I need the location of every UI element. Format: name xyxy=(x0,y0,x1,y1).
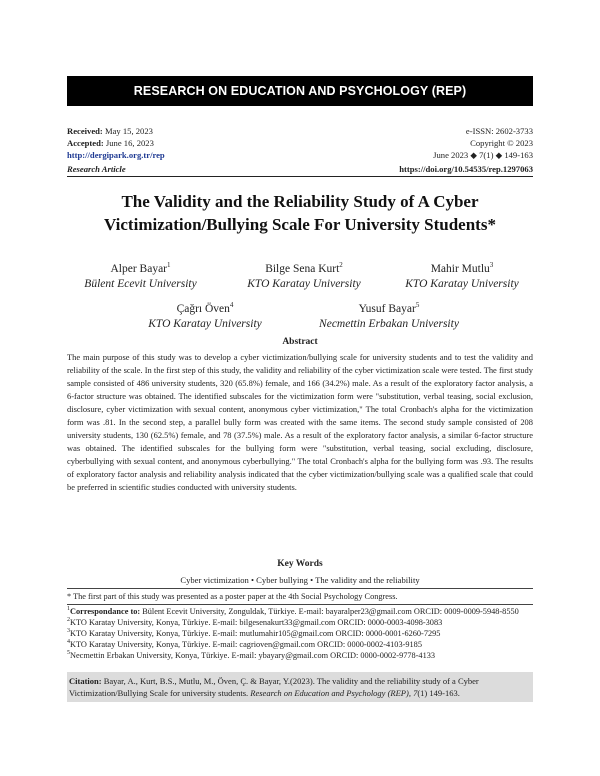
footnote-4 xyxy=(67,639,533,650)
author-affiliation: Bülent Ecevit University xyxy=(84,278,197,290)
author-affiliation: KTO Karatay University xyxy=(405,278,519,290)
footnote-text: KTO Karatay University, Konya, Türkiye. E-mail: mutlumahir105@gmail.com ORCID: 0000-0001-6260-7295 xyxy=(70,629,441,638)
author-4 xyxy=(130,302,280,332)
title-line-2: Victimization/Bullying Scale For University Students* xyxy=(104,215,496,234)
issue-block xyxy=(433,125,533,161)
footnote-correspondence xyxy=(67,604,533,617)
footnote-text: Necmettin Erbakan University, Konya, Türkiye. E-mail: ybayary@gmail.com ORCID: 0000-0002-9778-4133 xyxy=(70,651,436,660)
footnote-sup: 2 xyxy=(67,617,70,624)
author-affiliation: Necmettin Erbakan University xyxy=(319,318,459,330)
copyright: Copyright © 2023 xyxy=(470,138,533,148)
received-label: Received: xyxy=(67,126,103,136)
journal-link[interactable]: http://dergipark.org.tr/rep xyxy=(67,150,165,160)
author-affiliation: KTO Karatay University xyxy=(148,318,262,330)
author-name: Alper Bayar xyxy=(110,263,168,275)
paper-title xyxy=(67,190,533,236)
author-5 xyxy=(299,302,479,332)
keywords-heading: Key Words xyxy=(277,559,323,569)
footnote-sup: 3 xyxy=(67,628,70,635)
footnote-sup: 4 xyxy=(67,639,70,646)
article-type-row xyxy=(67,164,533,177)
author-3 xyxy=(391,262,533,292)
author-sup: 5 xyxy=(415,301,420,310)
footnote-text: KTO Karatay University, Konya, Türkiye. E-mail: cagrioven@gmail.com ORCID: 0000-0002-4103-9185 xyxy=(70,640,422,649)
keywords-text: Cyber victimization • Cyber bullying • The validity and the reliability xyxy=(180,575,420,585)
author-name: Çağrı Öven xyxy=(176,303,230,315)
footnotes xyxy=(67,588,533,661)
abstract-text: The main purpose of this study was to develop a cyber victimization/bullying scale for university students and to test the validity and reliability of the scale. In the first step of this study, the validity and reliability of the cyber victimization scale were tested. The first study sample consisted of 486 university students, 320 (65.8%) female, and 166 (34.2%) male. As a result of the exploratory factor analysis, a 6-factor structure was obtained. The identified subscales for the victimization form were "substitution, verbal teasing, social exclusion, disclosure, cyber victimization with sexual content, anonymous cyber victimization," The total Cronbach's alpha for the victimization form was .81. In the second step, a parallel bully form was created with the same items. The second study sample consisted of 208 university students, 130 (62.5%) female, and 78 (37.5%) male. As a result of the exploratory factor analysis, a similar 6-factor structure was obtained. The identified subscales for the bullying form were "substitution, verbal teasing, social excluding, disclosure, cyberbullying with sexual content, and anonymous cyberbullying." The total Cronbach's alpha for the bullying form was .93. The results of exploratory factor analysis and reliability analysis indicated that the cyber victimization/bullying scale was a qualified scale that could be preferred in scientific studies conducted with university students. xyxy=(67,352,533,493)
author-2 xyxy=(229,262,379,292)
footnote-3 xyxy=(67,628,533,639)
author-name: Mahir Mutlu xyxy=(430,263,490,275)
citation-label: Citation: xyxy=(69,676,102,686)
author-name: Bilge Sena Kurt xyxy=(265,263,340,275)
eissn: e-ISSN: 2602-3733 xyxy=(465,126,533,136)
article-type: Research Article xyxy=(67,164,126,174)
author-sup: 4 xyxy=(229,301,234,310)
author-sup: 1 xyxy=(167,261,171,270)
citation-box xyxy=(67,672,533,702)
footnote-poster: * The first part of this study was presented as a poster paper at the 4th Social Psychology Congress. xyxy=(67,592,398,601)
accepted-date: June 16, 2023 xyxy=(103,138,154,148)
footnote-5 xyxy=(67,650,533,661)
author-affiliation: KTO Karatay University xyxy=(247,278,361,290)
journal-banner: RESEARCH ON EDUCATION AND PSYCHOLOGY (REP) xyxy=(67,76,533,106)
received-date: May 15, 2023 xyxy=(102,126,153,136)
author-sup: 2 xyxy=(339,261,343,270)
footnote-text: KTO Karatay University, Konya, Türkiye. E-mail: bilgesenakurt33@gmail.com ORCID: 0000-0003-4098-3083 xyxy=(70,618,443,627)
issue-info: June 2023 ◆ 7(1) ◆ 149-163 xyxy=(433,150,533,160)
citation-pages: (1) 149-163. xyxy=(417,688,460,698)
footnote-sup: 5 xyxy=(67,650,70,657)
doi-link[interactable]: https://doi.org/10.54535/rep.1297063 xyxy=(399,164,533,174)
abstract-heading: Abstract xyxy=(282,337,318,347)
citation-journal: Research on Education and Psychology (REP), 7 xyxy=(250,688,418,698)
title-line-1: The Validity and the Reliability Study of A Cyber xyxy=(121,192,479,211)
correspondence-text: Bülent Ecevit University, Zonguldak, Türkiye. E-mail: bayaralper23@gmail.com ORCID: 0009-0009-5948-8550 xyxy=(140,607,519,616)
footnote-sup: 1 xyxy=(67,606,70,613)
dates-block xyxy=(67,125,165,161)
footnote-2 xyxy=(67,617,533,628)
correspondence-label: Correspondance to: xyxy=(70,607,141,616)
accepted-label: Accepted: xyxy=(67,138,104,148)
author-1 xyxy=(68,262,213,292)
author-sup: 3 xyxy=(489,261,494,270)
citation-text: Bayar, A., Kurt, B.S., Mutlu, M., Öven, Ç. & Bayar, Y.(2023). The validity and the reliability study of a Cyber Victimization/Bullying Scale for university students. xyxy=(69,676,479,698)
author-name: Yusuf Bayar xyxy=(358,303,416,315)
